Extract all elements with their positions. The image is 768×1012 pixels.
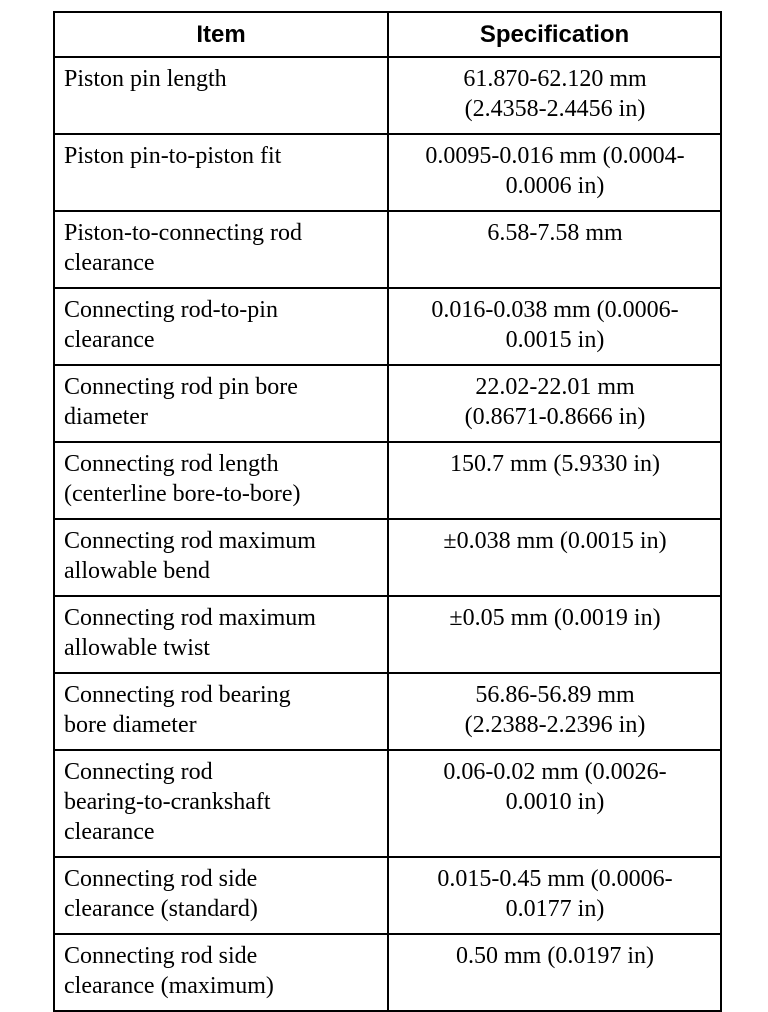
table-row	[54, 750, 721, 857]
header-row	[54, 12, 721, 57]
spec-cell: 0.0095-0.016 mm (0.0004- 0.0006 in)	[388, 134, 721, 211]
table-row	[54, 519, 721, 596]
table-row	[54, 857, 721, 934]
table-row	[54, 673, 721, 750]
item-column-header: Item	[54, 12, 388, 57]
table-header	[54, 12, 721, 57]
spec-cell: ±0.038 mm (0.0015 in)	[388, 519, 721, 596]
item-cell: Connecting rod length (centerline bore-to-bore)	[54, 442, 388, 519]
item-cell: Connecting rod maximum allowable twist	[54, 596, 388, 673]
spec-cell: 0.015-0.45 mm (0.0006- 0.0177 in)	[388, 857, 721, 934]
table-row	[54, 288, 721, 365]
item-cell: Connecting rod side clearance (standard)	[54, 857, 388, 934]
spec-cell: 6.58-7.58 mm	[388, 211, 721, 288]
table-row	[54, 365, 721, 442]
spec-cell: 0.50 mm (0.0197 in)	[388, 934, 721, 1011]
spec-cell: 61.870-62.120 mm (2.4358-2.4456 in)	[388, 57, 721, 134]
item-cell: Piston pin-to-piston fit	[54, 134, 388, 211]
specification-column-header: Specification	[388, 12, 721, 57]
item-cell: Piston pin length	[54, 57, 388, 134]
item-cell: Connecting rod pin bore diameter	[54, 365, 388, 442]
specification-table	[53, 11, 722, 1012]
table-row	[54, 211, 721, 288]
spec-cell: 0.016-0.038 mm (0.0006- 0.0015 in)	[388, 288, 721, 365]
table-row	[54, 934, 721, 1011]
spec-cell: 56.86-56.89 mm (2.2388-2.2396 in)	[388, 673, 721, 750]
table-row	[54, 442, 721, 519]
spec-cell: 0.06-0.02 mm (0.0026- 0.0010 in)	[388, 750, 721, 857]
table-row	[54, 57, 721, 134]
spec-cell: ±0.05 mm (0.0019 in)	[388, 596, 721, 673]
item-cell: Connecting rod bearing bore diameter	[54, 673, 388, 750]
table-body	[54, 57, 721, 1011]
item-cell: Connecting rod bearing-to-crankshaft clearance	[54, 750, 388, 857]
spec-cell: 150.7 mm (5.9330 in)	[388, 442, 721, 519]
item-cell: Piston-to-connecting rod clearance	[54, 211, 388, 288]
table-row	[54, 596, 721, 673]
item-cell: Connecting rod side clearance (maximum)	[54, 934, 388, 1011]
item-cell: Connecting rod-to-pin clearance	[54, 288, 388, 365]
item-cell: Connecting rod maximum allowable bend	[54, 519, 388, 596]
table-row	[54, 134, 721, 211]
spec-cell: 22.02-22.01 mm (0.8671-0.8666 in)	[388, 365, 721, 442]
